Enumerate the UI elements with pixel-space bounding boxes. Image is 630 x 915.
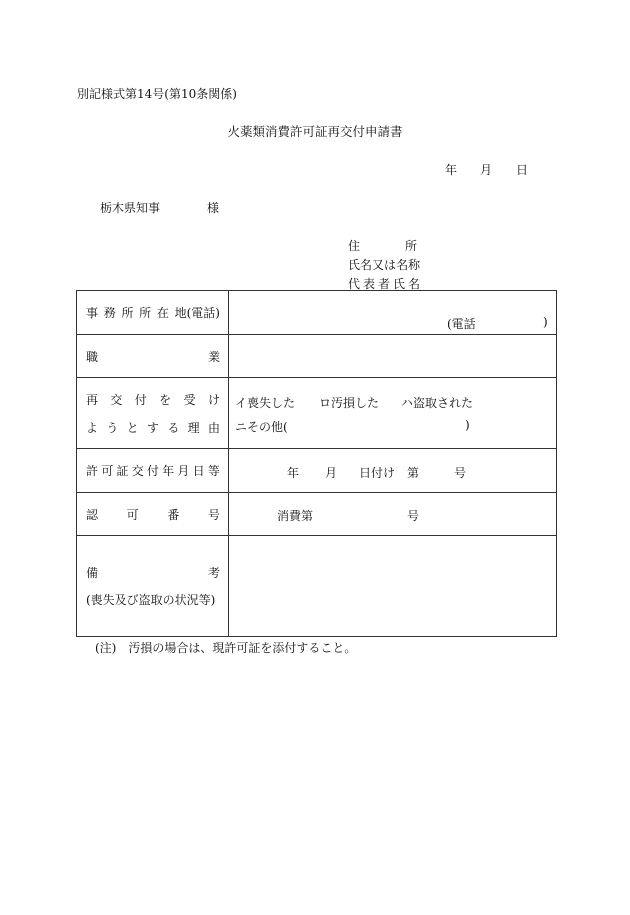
application-form-table [76,290,557,637]
issue-year: 年 [287,465,300,480]
remarks-row [77,536,557,637]
reason-option-other[interactable]: ニその他( [235,420,288,434]
reason-option-soiled[interactable]: ロ汚損した [319,396,380,410]
remarks-field[interactable] [229,536,557,637]
issue-date-field[interactable] [229,449,557,493]
document-title: 火薬類消費許可証再交付申請書 [227,124,403,139]
office-label: 事 務 所 所 在 地(電話) [77,291,229,335]
date-year-label: 年 [445,163,458,177]
permit-number-row [77,493,557,536]
addressee-name: 栃木県知事 [100,201,161,215]
office-tel-close: ) [543,314,548,329]
reason-field[interactable] [229,378,557,449]
issue-month: 月 [325,465,338,480]
reason-option-stolen[interactable]: ハ盗取された [401,396,474,410]
issue-date-row [77,449,557,493]
reason-row [77,378,557,449]
permit-suffix: 号 [407,509,420,523]
issue-no-suffix: 号 [454,465,467,480]
issue-date-label: 許 可 証 交 付 年 月 日 等 [77,449,229,493]
form-number: 別記様式第14号(第10条関係) [77,87,237,101]
office-tel-open: (電話 [447,316,476,331]
issue-no-prefix: 第 [407,465,420,480]
permit-prefix: 消費第 [277,509,314,523]
reason-other-close: ) [465,418,470,432]
permit-number-field[interactable] [229,493,557,536]
office-row [77,291,557,335]
remarks-sublabel: (喪失及び盗取の状況等) [86,593,216,607]
reason-label: 再 交 付 を 受 け よ う と す る 理 由 [77,378,229,449]
footnote: (注) 汚損の場合は、現許可証を添付すること。 [95,641,357,655]
applicant-address-label: 住 所 [348,239,417,253]
office-field[interactable] [229,291,557,335]
occupation-label: 職 業 [77,335,229,378]
issue-dated: 日付け [359,465,396,480]
occupation-row [77,335,557,378]
permit-number-label: 認 可 番 号 [77,493,229,536]
applicant-representative-label: 代 表 者 氏 名 [348,277,420,291]
reason-option-lost[interactable]: イ喪失した [235,396,296,410]
date-day-label: 日 [516,163,529,177]
date-month-label: 月 [480,163,493,177]
addressee-honorific: 様 [207,201,220,215]
addressee [100,199,220,216]
remarks-label: 備 考 (喪失及び盗取の状況等) [77,536,229,637]
occupation-field[interactable] [229,335,557,378]
applicant-name-label: 氏 名 又 は 名 称 [348,258,421,272]
